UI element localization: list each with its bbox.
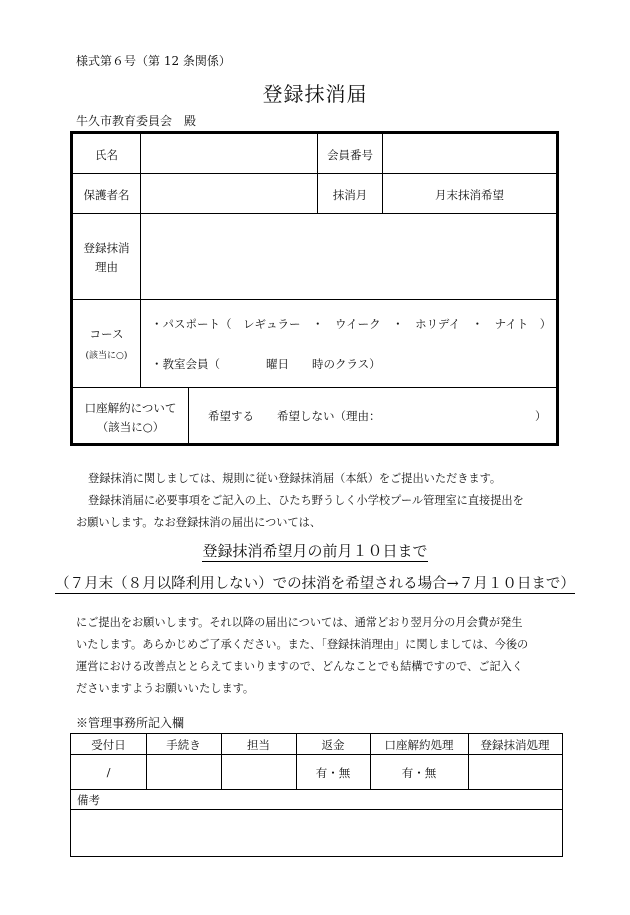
guardian-field[interactable]: [141, 174, 317, 213]
office-value-received-date: /: [106, 765, 111, 779]
form-row-divider: [73, 387, 556, 388]
account-label: 口座解約について: [84, 401, 177, 415]
body-line-7: ださいますようお願いいたします。: [76, 682, 255, 695]
reason-field[interactable]: [141, 214, 556, 299]
addressee: 牛久市教育委員会 殿: [76, 114, 197, 128]
reason-label-2: 理由: [95, 260, 118, 274]
office-col-procedure: 手続き: [166, 738, 201, 752]
office-col-received-date: 受付日: [91, 738, 126, 752]
body-line-2: 登録抹消届に必要事項をご記入の上、ひたち野うしく小学校プール管理室に直接提出を: [88, 494, 524, 507]
july-deadline-emphasis: [0, 572, 630, 593]
deadline-emphasis: [0, 540, 630, 561]
reason-label: 登録抹消: [83, 241, 130, 255]
course-label: コース: [89, 327, 124, 341]
guardian-label: 保護者名: [83, 188, 130, 202]
account-label-note: （該当に○）: [96, 420, 165, 434]
body-line-3: お願いします。なお登録抹消の届出については、: [76, 516, 322, 529]
course-note: (該当に○): [85, 351, 128, 361]
office-col-deregistration: 登録抹消処理: [480, 738, 550, 752]
office-row-divider: [71, 789, 562, 790]
cancel-month-label: 抹消月: [332, 188, 368, 202]
registration-form: [70, 131, 559, 446]
course-passport-options[interactable]: ・パスポート（ レギュラー ・ ウイーク ・ ホリデイ ・ ナイト ）: [151, 317, 552, 331]
form-number: 様式第６号（第 12 条関係）: [76, 54, 231, 68]
office-value-refund: 有・無: [315, 766, 351, 780]
account-reason-close: ）: [535, 409, 547, 423]
body-line-5: いたします。あらかじめご了承ください。また、「登録抹消理由」に関しましては、今後の: [76, 638, 529, 651]
office-heading: ※管理事務所記入欄: [76, 716, 185, 730]
member-number-label: 会員番号: [327, 148, 373, 162]
form-col-divider: [188, 387, 189, 443]
body-line-1: 登録抹消に関しましては、規則に従い登録抹消届（本紙）をご提出いただきます。: [88, 472, 502, 485]
office-row-divider: [71, 809, 562, 810]
member-number-field[interactable]: [383, 134, 556, 173]
name-field[interactable]: [141, 134, 317, 173]
office-value-account-closing: 有・無: [401, 766, 437, 780]
account-options[interactable]: 希望する 希望しない（理由：: [208, 409, 381, 423]
office-col-staff: 担当: [247, 738, 270, 752]
office-col-refund: 返金: [321, 738, 345, 752]
remarks-label: 備考: [77, 793, 100, 807]
cancel-month-value: 月末抹消希望: [435, 188, 504, 202]
office-col-account-closing: 口座解約処理: [384, 738, 454, 752]
office-row-divider: [71, 754, 562, 755]
office-table: [70, 733, 563, 857]
body-line-4: にご提出をお願いします。それ以降の届出については、通常どおり翌月分の月会費が発生: [76, 616, 523, 629]
form-row-divider: [73, 299, 556, 300]
deadline-emphasis-text: 登録抹消希望月の前月１０日まで: [202, 542, 428, 560]
course-class-option[interactable]: ・教室会員（ 曜日 時のクラス）: [151, 357, 381, 371]
july-deadline-emphasis-text: （７月末（８月以降利用しない）での抹消を希望される場合→７月１０日まで）: [55, 576, 575, 592]
page-title: 登録抹消届: [262, 82, 368, 106]
name-label: 氏名: [95, 148, 118, 162]
body-line-6: 運営における改善点ととらえてまいりますので、どんなことでも結構ですので、ご記入く: [76, 660, 524, 673]
